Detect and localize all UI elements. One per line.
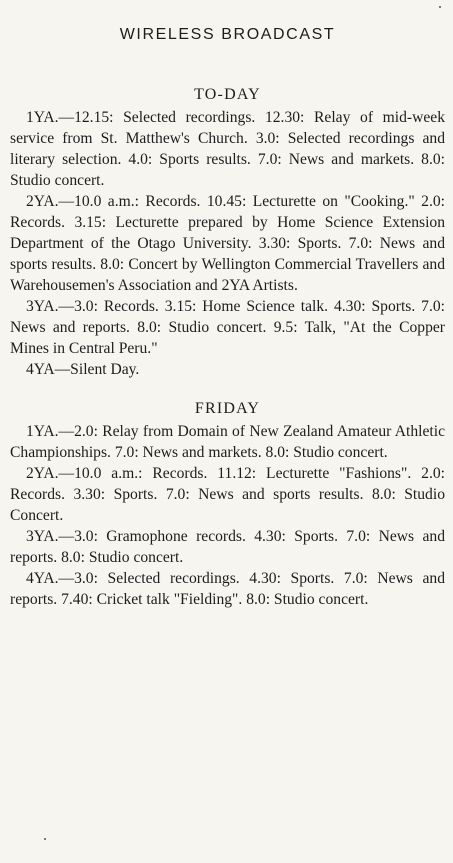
section-heading-friday: FRIDAY — [194, 400, 261, 417]
listing-3ya-friday: 3YA.—3.0: Gramophone records. 4.30: Sports. 7.0: News and reports. 8.0: Studio concert. — [10, 528, 445, 566]
listing-2ya-friday: 2YA.—10.0 a.m.: Records. 11.12: Lecturette "Fashions". 2.0: Records. 3.30: Sports. 7.0: News and sports results. 8.0: Studio Concert. — [10, 465, 445, 524]
section-heading-today: TO-DAY — [194, 86, 261, 103]
listing-4ya-friday: 4YA.—3.0: Selected recordings. 4.30: Sports. 7.0: News and reports. 7.40: Cricket talk "Fielding". 8.0: Studio concert. — [10, 570, 445, 608]
listing-3ya-today: 3YA.—3.0: Records. 3.15: Home Science talk. 4.30: Sports. 7.0: News and reports. 8.0: Studio concert. 9.5: Talk, "At the Copper Mines in Central Peru." — [10, 298, 445, 357]
print-speck — [439, 6, 441, 8]
listing-4ya-today: 4YA—Silent Day. — [26, 361, 140, 378]
friday-section — [10, 398, 445, 610]
column-title: WIRELESS BROADCAST — [119, 26, 336, 43]
today-section — [10, 84, 445, 380]
listing-1ya-friday: 1YA.—2.0: Relay from Domain of New Zealand Amateur Athletic Championships. 7.0: News and markets. 8.0: Studio concert. — [10, 423, 445, 461]
print-speck — [44, 838, 46, 840]
listing-1ya-today: 1YA.—12.15: Selected recordings. 12.30: Relay of mid-week service from St. Matthew's Church. 3.0: Selected recordings and literary selection. 4.0: Sports results. 7.0: News and markets. 8.0: Studio concert. — [10, 109, 445, 189]
listing-2ya-today: 2YA.—10.0 a.m.: Records. 10.45: Lecturette on "Cooking." 2.0: Records. 3.15: Lecturette prepared by Home Science Extension Department of the Otago University. 3.30: Sports. 7.0: News and sports results. 8.0: Concert by Wellington Commercial Travellers and Warehousemen's Association and 2YA Artists. — [10, 193, 445, 294]
